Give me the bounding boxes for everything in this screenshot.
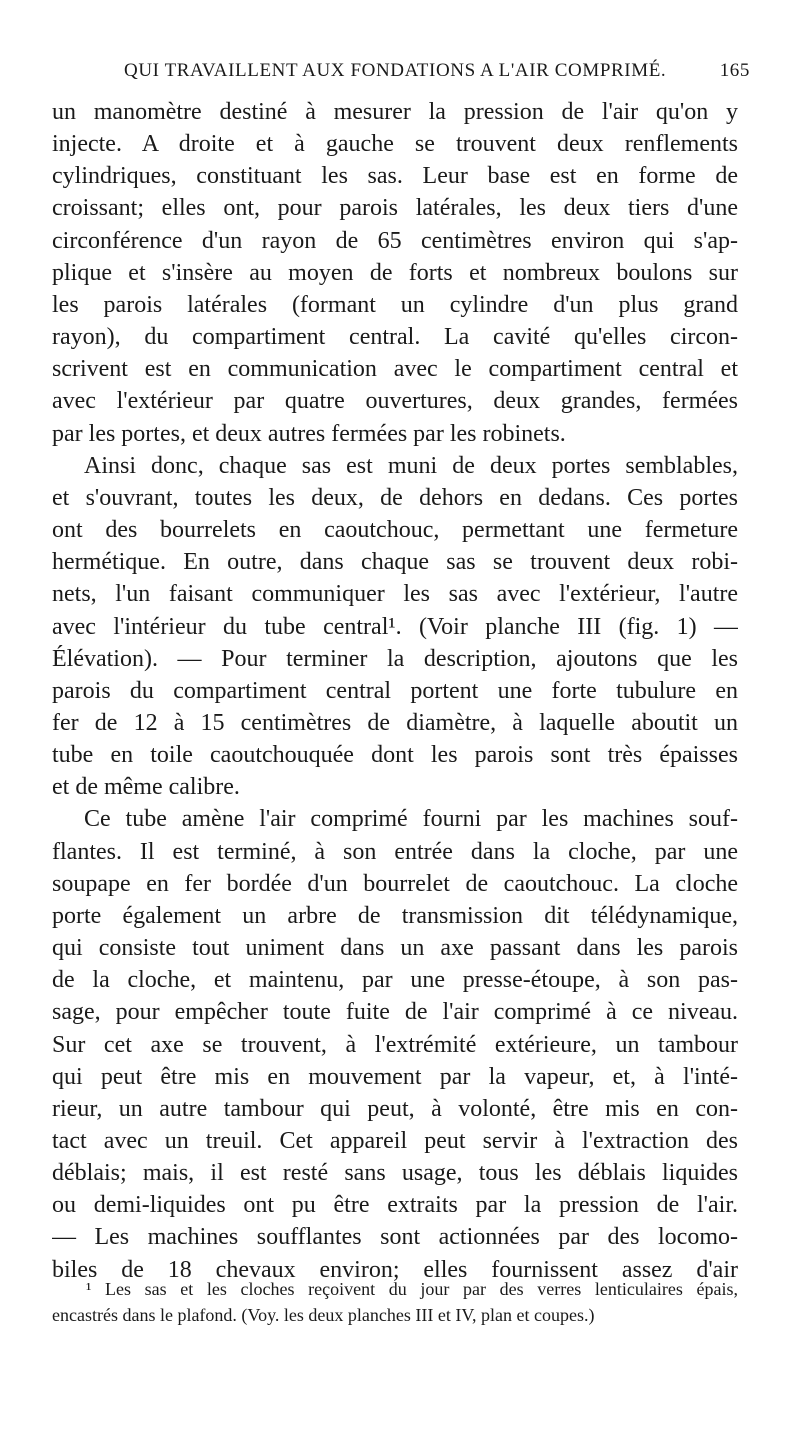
running-header bbox=[124, 60, 750, 82]
text-line: hermétique. En outre, dans chaque sas se trouvent deux robi- bbox=[52, 549, 738, 576]
text-line: rayon), du compartiment central. La cavité qu'elles circon- bbox=[52, 324, 738, 351]
text-line: Sur cet axe se trouvent, à l'extrémité extérieure, un tambour bbox=[52, 1031, 738, 1058]
text-line: ont des bourrelets en caoutchouc, permettant une fermeture bbox=[52, 517, 738, 544]
text-line: — Les machines soufflantes sont actionnées par des locomo- bbox=[52, 1224, 738, 1251]
text-line: les parois latérales (formant un cylindre d'un plus grand bbox=[52, 291, 738, 318]
text-line: un manomètre destiné à mesurer la pression de l'air qu'on y bbox=[52, 99, 738, 125]
text-line: circonférence d'un rayon de 65 centimètres environ qui s'ap- bbox=[52, 227, 738, 254]
text-line: et de même calibre. bbox=[52, 774, 240, 801]
text-line: Élévation). — Pour terminer la description, ajoutons que les bbox=[52, 645, 738, 672]
text-line: tact avec un treuil. Cet appareil peut servir à l'extraction des bbox=[52, 1128, 738, 1154]
running-title: QUI TRAVAILLENT AUX FONDATIONS A L'AIR COMPRIMÉ. bbox=[124, 60, 667, 81]
text-line: fer de 12 à 15 centimètres de diamètre, à laquelle aboutit un bbox=[52, 709, 738, 736]
text-line: déblais; mais, il est resté sans usage, tous les déblais liquides bbox=[52, 1160, 738, 1187]
text-line: de la cloche, et maintenu, par une presse-étoupe, à son pas- bbox=[52, 967, 738, 994]
text-line: qui consiste tout uniment dans un axe passant dans les parois bbox=[52, 935, 738, 962]
paragraph-start-line: Ce tube amène l'air comprimé fourni par les machines souf- bbox=[84, 806, 738, 833]
text-line: porte également un arbre de transmission dit télédynamique, bbox=[52, 902, 738, 929]
text-line: par les portes, et deux autres fermées par les robinets. bbox=[52, 420, 566, 447]
footnote bbox=[52, 1276, 738, 1328]
text-line: rieur, un autre tambour qui peut, à volonté, être mis en con- bbox=[52, 1095, 738, 1122]
text-line: biles de 18 chevaux environ; elles fournissent assez d'air bbox=[52, 1256, 738, 1283]
text-line: croissant; elles ont, pour parois latérales, les deux tiers d'une bbox=[52, 195, 738, 222]
text-line: injecte. A droite et à gauche se trouvent deux renflements bbox=[52, 131, 738, 158]
paragraph-start-line: Ainsi donc, chaque sas est muni de deux portes semblables, bbox=[84, 452, 738, 479]
text-line: plique et s'insère au moyen de forts et nombreux boulons sur bbox=[52, 259, 738, 286]
text-line: ou demi-liquides ont pu être extraits par la pression de l'air. bbox=[52, 1192, 738, 1219]
text-line: tube en toile caoutchouquée dont les parois sont très épaisses bbox=[52, 742, 738, 769]
text-line: avec l'extérieur par quatre ouvertures, deux grandes, fermées bbox=[52, 388, 738, 415]
text-line: scrivent est en communication avec le compartiment central et bbox=[52, 356, 738, 383]
text-line: cylindriques, constituant les sas. Leur base est en forme de bbox=[52, 163, 738, 190]
footnote-line: ¹ Les sas et les cloches reçoivent du jour par des verres lenticulaires épais, bbox=[86, 1279, 738, 1299]
text-line: parois du compartiment central portent une forte tubulure en bbox=[52, 677, 738, 704]
text-line: nets, l'un faisant communiquer les sas avec l'extérieur, l'autre bbox=[52, 581, 738, 608]
text-line: flantes. Il est terminé, à son entrée dans la cloche, par une bbox=[52, 838, 738, 865]
page-number: 165 bbox=[719, 60, 750, 81]
text-line: avec l'intérieur du tube central¹. (Voir planche III (fig. 1) — bbox=[52, 613, 738, 640]
footnote-line: encastrés dans le plafond. (Voy. les deux planches III et IV, plan et coupes.) bbox=[52, 1305, 595, 1325]
text-line: et s'ouvrant, toutes les deux, de dehors en dedans. Ces portes bbox=[52, 484, 738, 511]
body-text bbox=[52, 96, 738, 1286]
text-line: soupape en fer bordée d'un bourrelet de caoutchouc. La cloche bbox=[52, 870, 738, 897]
text-line: qui peut être mis en mouvement par la vapeur, et, à l'inté- bbox=[52, 1063, 738, 1090]
text-line: sage, pour empêcher toute fuite de l'air comprimé à ce niveau. bbox=[52, 999, 738, 1026]
